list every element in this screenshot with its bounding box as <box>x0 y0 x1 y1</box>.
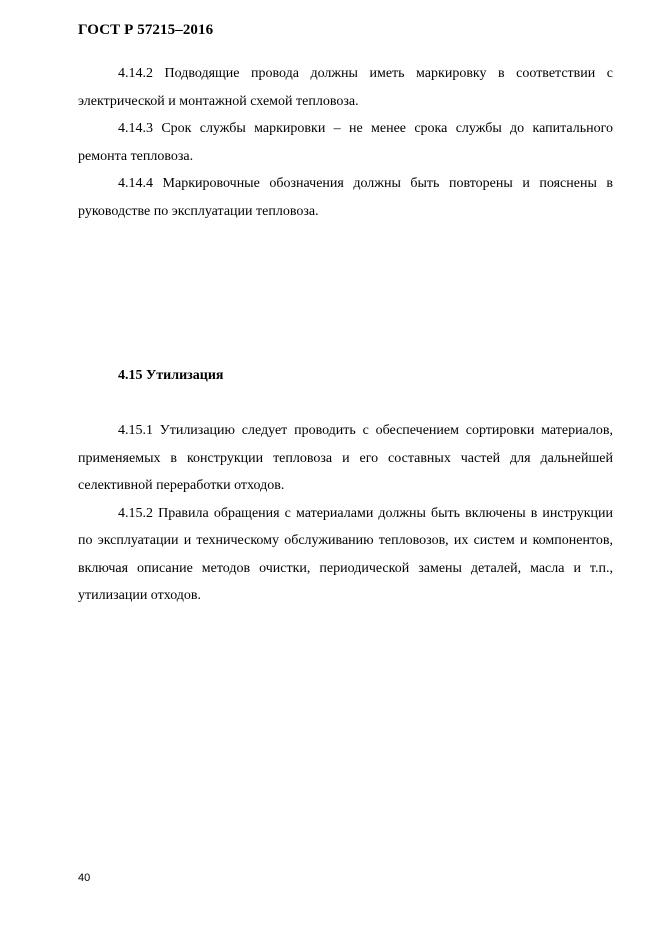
section-title-4-15: 4.15 Утилизация <box>118 368 224 383</box>
page-number: 40 <box>78 872 91 884</box>
paragraph-4-15-1: 4.15.1 Утилизацию следует проводить с обеспечением сортировки материалов, применяемых в конструкции тепловоза и его составных частей для дальнейшей селективной переработки отходов. <box>78 423 613 493</box>
section-4-14-body <box>78 60 613 225</box>
section-4-15-body <box>78 417 613 610</box>
paragraph-4-15-2: 4.15.2 Правила обращения с материалами должны быть включены в инструкции по эксплуатации и техническому обслуживанию тепловозов, их систем и компонентов, включая описание методов очистки, периодической замены деталей, масла и т.п., утилизации отходов. <box>78 505 613 603</box>
paragraph-4-14-2: 4.14.2 Подводящие провода должны иметь маркировку в соответствии с электрической и монтажной схемой тепловоза. <box>78 66 613 109</box>
paragraph-4-14-3: 4.14.3 Срок службы маркировки – не менее срока службы до капитального ремонта тепловоза. <box>78 121 613 164</box>
paragraph-4-14-4: 4.14.4 Маркировочные обозначения должны быть повторены и пояснены в руководстве по эксплуатации тепловоза. <box>78 176 613 219</box>
document-header: ГОСТ Р 57215–2016 <box>78 22 214 38</box>
